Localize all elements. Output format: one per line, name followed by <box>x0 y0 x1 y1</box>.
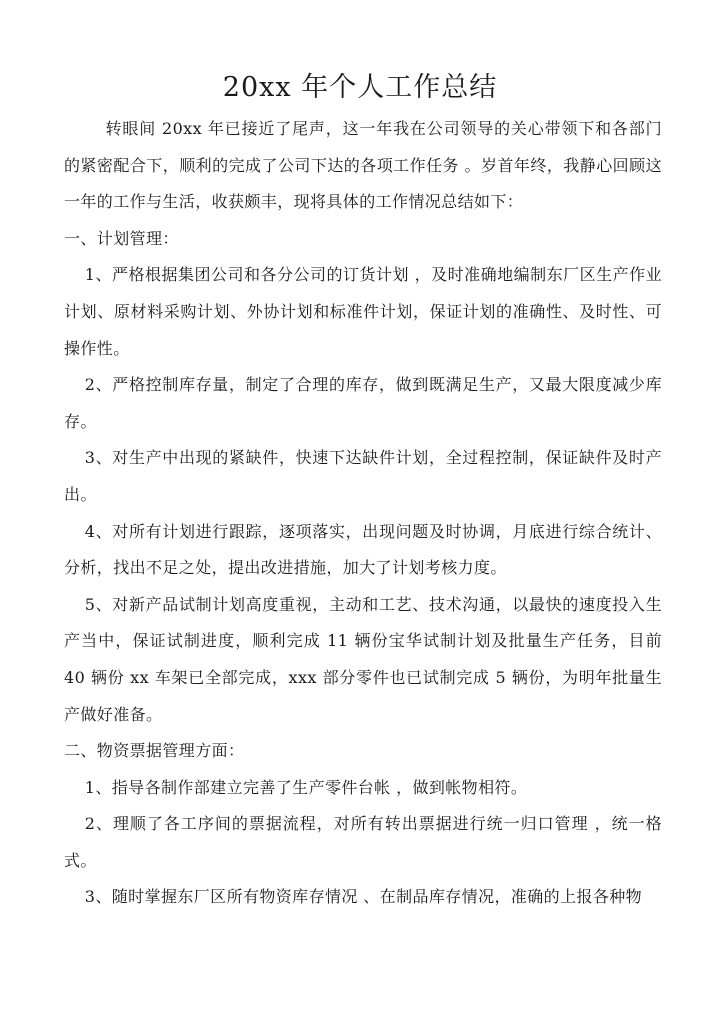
section-heading-materials: 二、物资票据管理方面： <box>64 741 245 761</box>
document-body <box>64 111 662 916</box>
section-heading-plan: 一、计划管理： <box>64 228 179 248</box>
plan-item-5: 5、对新产品试制计划高度重视，主动和工艺、技术沟通，以最快的速度投入生产当中，保证试制进度，顺利完成 11 辆份宝华试制计划及批量生产任务，目前 40 辆份 xx 车架已全部完成，xxx 部分零件也已试制完成 5 辆份，为明年批量生产做好准备。 <box>64 594 662 724</box>
plan-item-4: 4、对所有计划进行跟踪，逐项落实，出现问题及时协调，月底进行综合统计、分析，找出不足之处，提出改进措施，加大了计划考核力度。 <box>64 521 662 578</box>
document-title: 20xx 年个人工作总结 <box>222 72 498 103</box>
plan-item-2: 2、严格控制库存量，制定了合理的库存，做到既满足生产，又最大限度减少库存。 <box>64 375 662 431</box>
materials-item-2: 2、理顺了各工序间的票据流程，对所有转出票据进行统一归口管理 ，统一格式。 <box>64 814 662 870</box>
plan-item-1: 1、严格根据集团公司和各分公司的订货计划 ，及时准确地编制东厂区生产作业计划、原材料采购计划、外协计划和标准件计划，保证计划的准确性、及时性、可操作性。 <box>64 265 662 358</box>
plan-item-3: 3、对生产中出现的紧缺件，快速下达缺件计划，全过程控制，保证缺件及时产出。 <box>64 448 662 504</box>
intro-paragraph: 转眼间 20xx 年已接近了尾声，这一年我在公司领导的关心带领下和各部门的紧密配合下，顺利的完成了公司下达的各项工作任务 。岁首年终，我静心回顾这一年的工作与生活，收获颇丰，现将具体的工作情况总结如下： <box>64 119 662 212</box>
materials-item-1: 1、指导各制作部建立完善了生产零件台帐 ，做到帐物相符。 <box>84 777 528 797</box>
materials-item-3: 3、随时掌握东厂区所有物资库存情况 、在制品库存情况，准确的上报各种物 <box>84 887 643 907</box>
